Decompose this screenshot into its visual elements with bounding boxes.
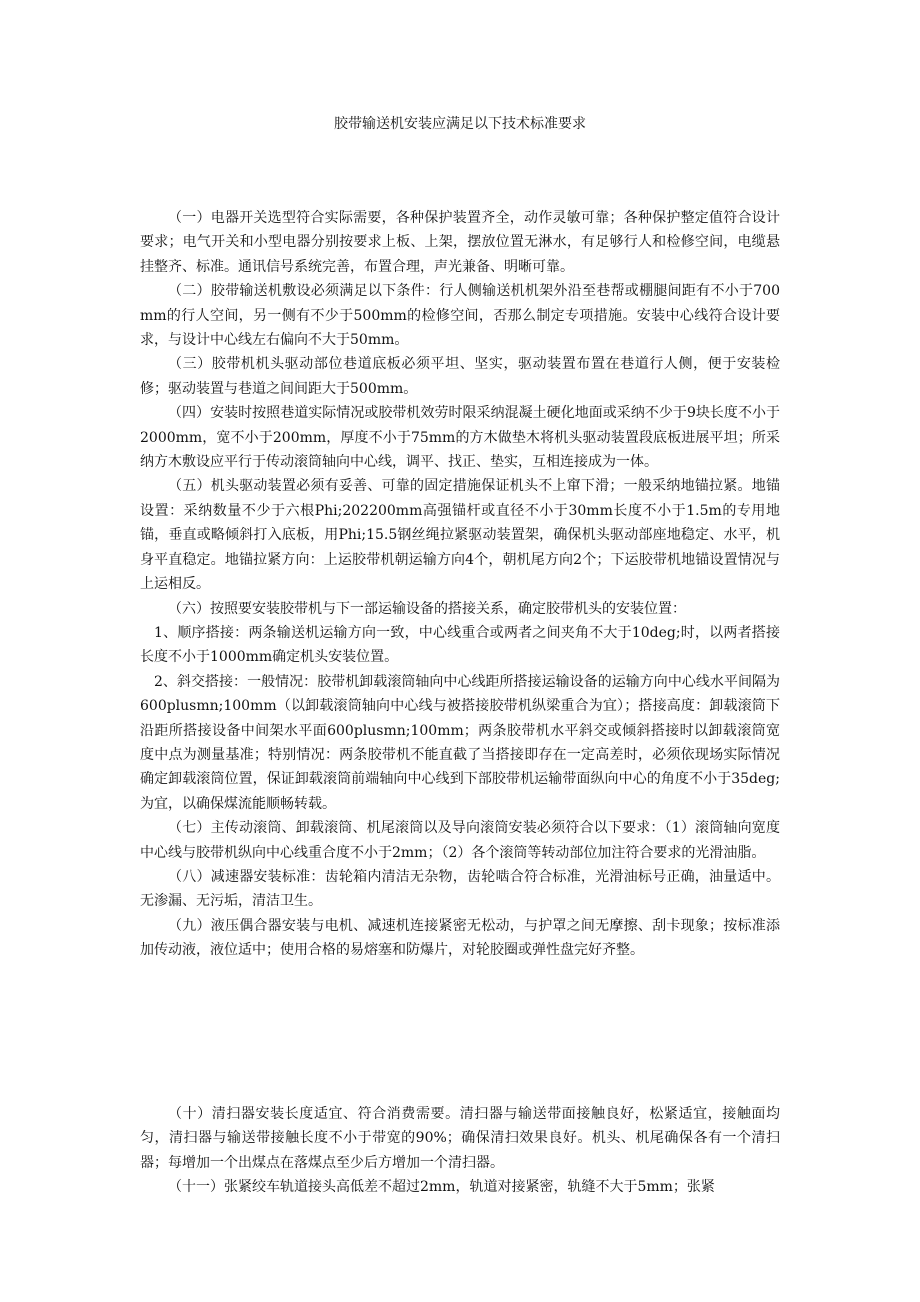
- paragraph-10: （十）清扫器安装长度适宜、符合消费需要。清扫器与输送带面接触良好，松紧适宜，接触面均匀，清扫器与输送带接触长度不小于带宽的90%；确保清扫效果良好。机头、机尾确保各有一个清扫器；每增加一个出煤点在落煤点至少后方增加一个清扫器。: [140, 1106, 780, 1171]
- paragraph-5: （五）机头驱动装置必须有妥善、可靠的固定措施保证机头不上窜下滑；一般采纳地锚拉紧。地锚设置：采纳数量不少于六根Phi;202200mm高强锚杆或直径不小于30mm长度不小于1.5m的专用地锚，垂直或略倾斜打入底板，用Phi;15.5钢丝绳拉紧驱动装置架，确保机头驱动部座地稳定、水平，机身平直稳定。地锚拉紧方向：上运胶带机朝运输方向4个，朝机尾方向2个；下运胶带机地锚设置情况与上运相反。: [140, 478, 780, 593]
- paragraph-6-item-1: 1、顺序搭接：两条输送机运输方向一致，中心线重合或两者之间夹角不大于10deg;时，以两者搭接长度不小于1000mm确定机头安装位置。: [140, 624, 780, 666]
- paragraph-11: （十一）张紧绞车轨道接头高低差不超过2mm，轨道对接紧密，轨缝不大于5mm；张紧: [168, 1179, 715, 1196]
- paragraph-8: （八）减速器安装标准：齿轮箱内清洁无杂物，齿轮啮合符合标准，光滑油标号正确，油量适中。无渗漏、无污垢，清洁卫生。: [140, 868, 780, 910]
- paragraph-4: （四）安装时按照巷道实际情况或胶带机效劳时限采纳混凝土硬化地面或采纳不少于9块长度不小于2000mm，宽不小于200mm，厚度不小于75mm的方木做垫木将机头驱动装置段底板进展平坦；所采纳方木敷设应平行于传动滚筒轴向中心线，调平、找正、垫实，互相连接成为一体。: [140, 405, 780, 471]
- paragraph-3: （三）胶带机机头驱动部位巷道底板必须平坦、坚实，驱动装置布置在巷道行人侧，便于安装检修；驱动装置与巷道之间间距大于500mm。: [140, 356, 780, 397]
- paragraph-7: （七）主传动滚筒、卸载滚筒、机尾滚筒以及导向滚筒安装必须符合以下要求：（1）滚筒轴向宽度中心线与胶带机纵向中心线重合度不小于2mm；（2）各个滚筒等转动部位加注符合要求的光滑油脂。: [140, 820, 780, 861]
- paragraph-1: （一）电器开关选型符合实际需要，各种保护装置齐全，动作灵敏可靠；各种保护整定值符合设计要求；电气开关和小型电器分别按要求上板、上架，摆放位置无淋水，有足够行人和检修空间，电缆悬挂整齐、标准。通讯信号系统完善，布置合理，声光兼备、明晰可靠。: [140, 210, 780, 275]
- content-section-main: [140, 206, 780, 963]
- paragraph-6: （六）按照要安装胶带机与下一部运输设备的搭接关系，确定胶带机头的安装位置：: [168, 600, 686, 617]
- paragraph-2: （二）胶带输送机敷设必须满足以下条件：行人侧输送机机架外沿至巷帮或棚腿间距有不小于700mm的行人空间，另一侧有不少于500mm的检修空间，否那么制定专项措施。安装中心线符合设计要求，与设计中心线左右偏向不大于50mm。: [140, 283, 780, 349]
- paragraph-9: （九）液压偶合器安装与电机、减速机连接紧密无松动，与护罩之间无摩擦、刮卡现象；按标准添加传动液，液位适中；使用合格的易熔塞和防爆片，对轮胶圈或弹性盘完好齐整。: [140, 917, 780, 959]
- paragraph-6-item-2: 2、斜交搭接：一般情况：胶带机卸载滚筒轴向中心线距所搭接运输设备的运输方向中心线水平间隔为600plusmn;100mm（以卸载滚筒轴向中心线与被搭接胶带机纵梁重合为宜）；搭接高度：卸载滚筒下沿距所搭接设备中间架水平面600plusmn;100mm；两条胶带机水平斜交或倾斜搭接时以卸载滚筒宽度中点为测量基准；特别情况：两条胶带机不能直截了当搭接即存在一定高差时，必须依现场实际情况确定卸载滚筒位置，保证卸载滚筒前端轴向中心线到下部胶带机运输带面纵向中心的角度不小于35deg;为宜，以确保煤流能顺畅转载。: [140, 673, 780, 812]
- content-section-continued: [140, 1102, 780, 1200]
- document-title: 胶带输送机安装应满足以下技术标准要求: [334, 116, 586, 132]
